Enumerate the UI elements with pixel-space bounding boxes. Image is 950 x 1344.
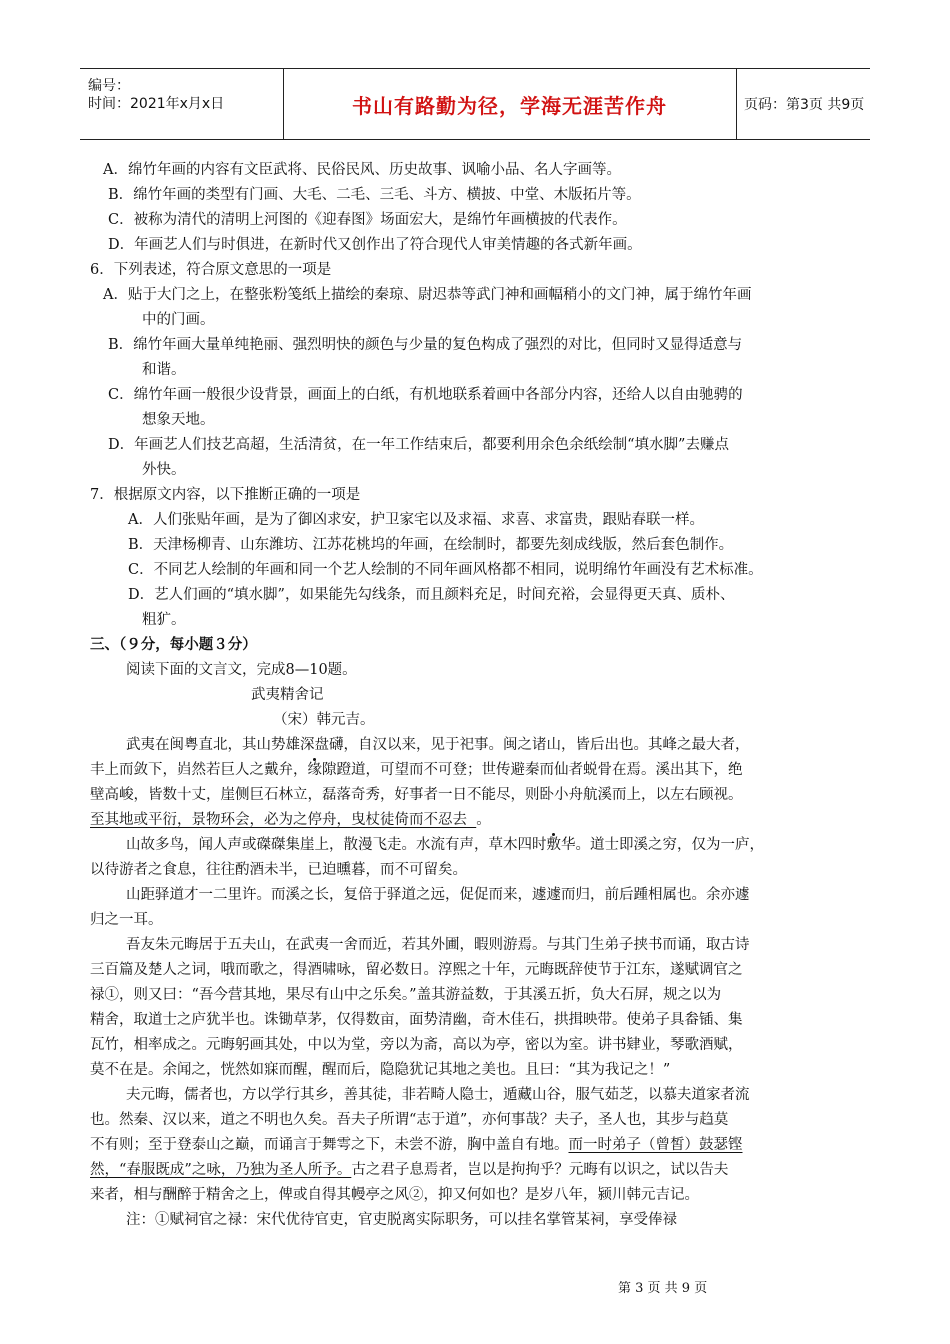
passage-line: 莫不在是。余闻之，恍然如寐而醒，醒而后，隐隐犹记其地之美也。且曰：“其为我记之！” [90,1062,671,1078]
q6-option-c: C．绵竹年画一般很少设背景，画面上的白纸，有机地联系着画中各部分内容，还给人以自由驰骋的 [108,387,743,403]
q7-option-c: C．不同艺人绘制的年画和同一个艺人绘制的不同年画风格都不相同，说明绵竹年画没有艺术标准。 [128,562,763,578]
passage-line: 归之一耳。 [90,912,163,928]
q5-option-d: D．年画艺人们与时俱进，在新时代又创作出了符合现代人审美情趣的各式新年画。 [108,237,642,253]
q7-option-b: B．天津杨柳青、山东潍坊、江苏花桃坞的年画，在绘制时，都要先刻成线版，然后套色制作。 [128,537,734,553]
emphasis-dot-char: 敷 [546,837,561,853]
underlined-sentence: 然，“春服既成”之咏，乃独为圣人所予。 [90,1162,352,1178]
q6-option-a: A．贴于大门之上，在整张粉笺纸上描绘的秦琼、尉迟恭等武门神和画幅稍小的文门神，属于绵竹年画 [103,287,752,303]
q5-option-b: B．绵竹年画的类型有门画、大毛、二毛、三毛、斗方、横披、中堂、木版拓片等。 [108,187,641,203]
passage-line [90,1135,743,1155]
passage-line [90,760,743,780]
passage-text: 山故多鸟，闻人声或磔磔集崖上，散漫飞走。水流有声，草木四时 [126,837,547,853]
passage-line: 武夷在闽粤直北，其山势雄深盘礴，自汉以来，见于祀事。闽之诸山，皆后出也。其峰之最大者， [126,737,750,753]
q6-option-c-cont: 想象天地。 [142,412,215,428]
passage-line: 吾友朱元晦居于五夫山，在武夷一舍而近，若其外圃，暇则游焉。与其门生弟子挟书而诵，取古诗 [126,937,750,953]
passage-line [90,1160,728,1180]
underlined-sentence: 而一时弟子（曾皙）鼓瑟铿 [568,1137,743,1153]
time-label: 时间：2021年x月x日 [88,96,225,112]
passage-line: 夫元晦，儒者也，方以学行其乡，善其徒，非若畸人隐士，遁藏山谷，服气茹芝，以慕夫道家者流 [126,1087,750,1103]
passage-line: 禄①，则又曰：“吾今营其地，果尽有山中之乐矣。”盖其游益数，于其溪五折，负大石屏，规之以为 [90,987,722,1003]
passage-title: 武夷精舍记 [251,687,324,703]
emphasis-dot-char: 缘 [307,762,322,778]
q6-option-d: D．年画艺人们技艺高超，生活清贫，在一年工作结束后，都要利用余色余纸绘制“填水脚”去赚点 [108,437,729,453]
passage-line: 精舍，取道士之庐犹半也。诛锄草茅，仅得数亩，面势清幽，奇木佳石，拱揖映带。使弟子具畚锸、集 [90,1012,743,1028]
passage-line: 瓦竹，相率成之。元晦躬画其处，中以为堂，旁以为斋，高以为亭，密以为室。讲书肄业，琴歌酒赋， [90,1037,743,1053]
number-label: 编号： [88,78,130,94]
passage-line: 三百篇及楚人之词，哦而歌之，得酒啸咏，留必数日。淳熙之十年，元晦既辞使节于江东，遂赋调官之 [90,962,743,978]
q6-option-b-cont: 和谐。 [142,362,186,378]
passage-text: 。 [476,812,491,828]
page-footer: 第 3 页 共 9 页 [618,1281,708,1296]
q6-stem: 6．下列表述，符合原文意思的一项是 [90,262,332,278]
passage-text: 不有则；至于登泰山之巅，而诵言于舞雩之下，未尝不游，胸中盖自有地。 [90,1137,569,1153]
passage-line: 以待游者之食息，往往酌酒未半，已迫曛暮，而不可留矣。 [90,862,467,878]
passage-line: 壁高峻，皆数十丈，崖侧巨石林立，磊落奇秀，好事者一日不能尽，则卧小舟航溪而上，以左右顾视。 [90,787,743,803]
passage-line [90,810,491,830]
q5-option-c: C．被称为清代的清明上河图的《迎春图》场面宏大，是绵竹年画横披的代表作。 [108,212,627,228]
passage-text: 古之君子息焉者，岂以是拘拘乎？元晦有以识之，试以告夫 [351,1162,729,1178]
motto: 书山有路勤为径，学海无涯苦作舟 [352,93,667,118]
passage-text: 丰上而敛下，岿然若巨人之戴弁， [90,762,308,778]
q5-option-a: A．绵竹年画的内容有文臣武将、民俗民风、历史故事、讽喻小品、名人字画等。 [103,162,621,178]
q7-option-a: A．人们张贴年画，是为了御凶求安，护卫家宅以及求福、求喜、求富贵，跟贴春联一样。 [128,512,704,528]
q7-stem: 7．根据原文内容，以下推断正确的一项是 [90,487,361,503]
passage-text: 隙蹬道，可望而不可登；世传避秦而仙者蜕骨在焉。溪出其下，绝 [322,762,743,778]
passage-author: （宋）韩元吉。 [273,712,375,728]
footnote: 注：①赋祠官之禄：宋代优待官吏，官吏脱离实际职务，可以挂名掌管某祠，享受俸禄 [126,1212,677,1228]
reading-instruction: 阅读下面的文言文，完成8—10题。 [126,662,357,678]
passage-line: 山距驿道才一二里许。而溪之长，复倍于驿道之远，促促而来，遽遽而归，前后踵相属也。余亦遽 [126,887,750,903]
passage-line: 也。然秦、汉以来，道之不明也久矣。吾夫子所谓“志于道”，亦何事哉？夫子，圣人也，其步与趋莫 [90,1112,729,1128]
page-label: 页码：第3页 共9页 [744,97,865,113]
passage-line [126,835,764,855]
passage-line: 来者，相与酬醉于精舍之上，俾或自得其幔亭之风②，抑又何如也？是岁八年，颍川韩元吉记。 [90,1187,699,1203]
passage-text: 华。道士即溪之穷，仅为一庐， [561,837,764,853]
underlined-sentence: 至其地或平衍，景物环会，必为之停舟，曳杖徒倚而不忍去 [90,812,467,828]
q7-option-d: D．艺人们画的“填水脚”，如果能先勾线条，而且颜料充足，时间充裕，会显得更天真、质朴、 [128,587,735,603]
q6-option-b: B．绵竹年画大量单纯艳丽、强烈明快的颜色与少量的复色构成了强烈的对比，但同时又显得适意与 [108,337,743,353]
q6-option-a-cont: 中的门画。 [142,312,215,328]
q6-option-d-cont: 外快。 [142,462,186,478]
section-heading: 三、（９分，每小题３分） [90,636,257,653]
q7-option-d-cont: 粗犷。 [142,612,186,628]
